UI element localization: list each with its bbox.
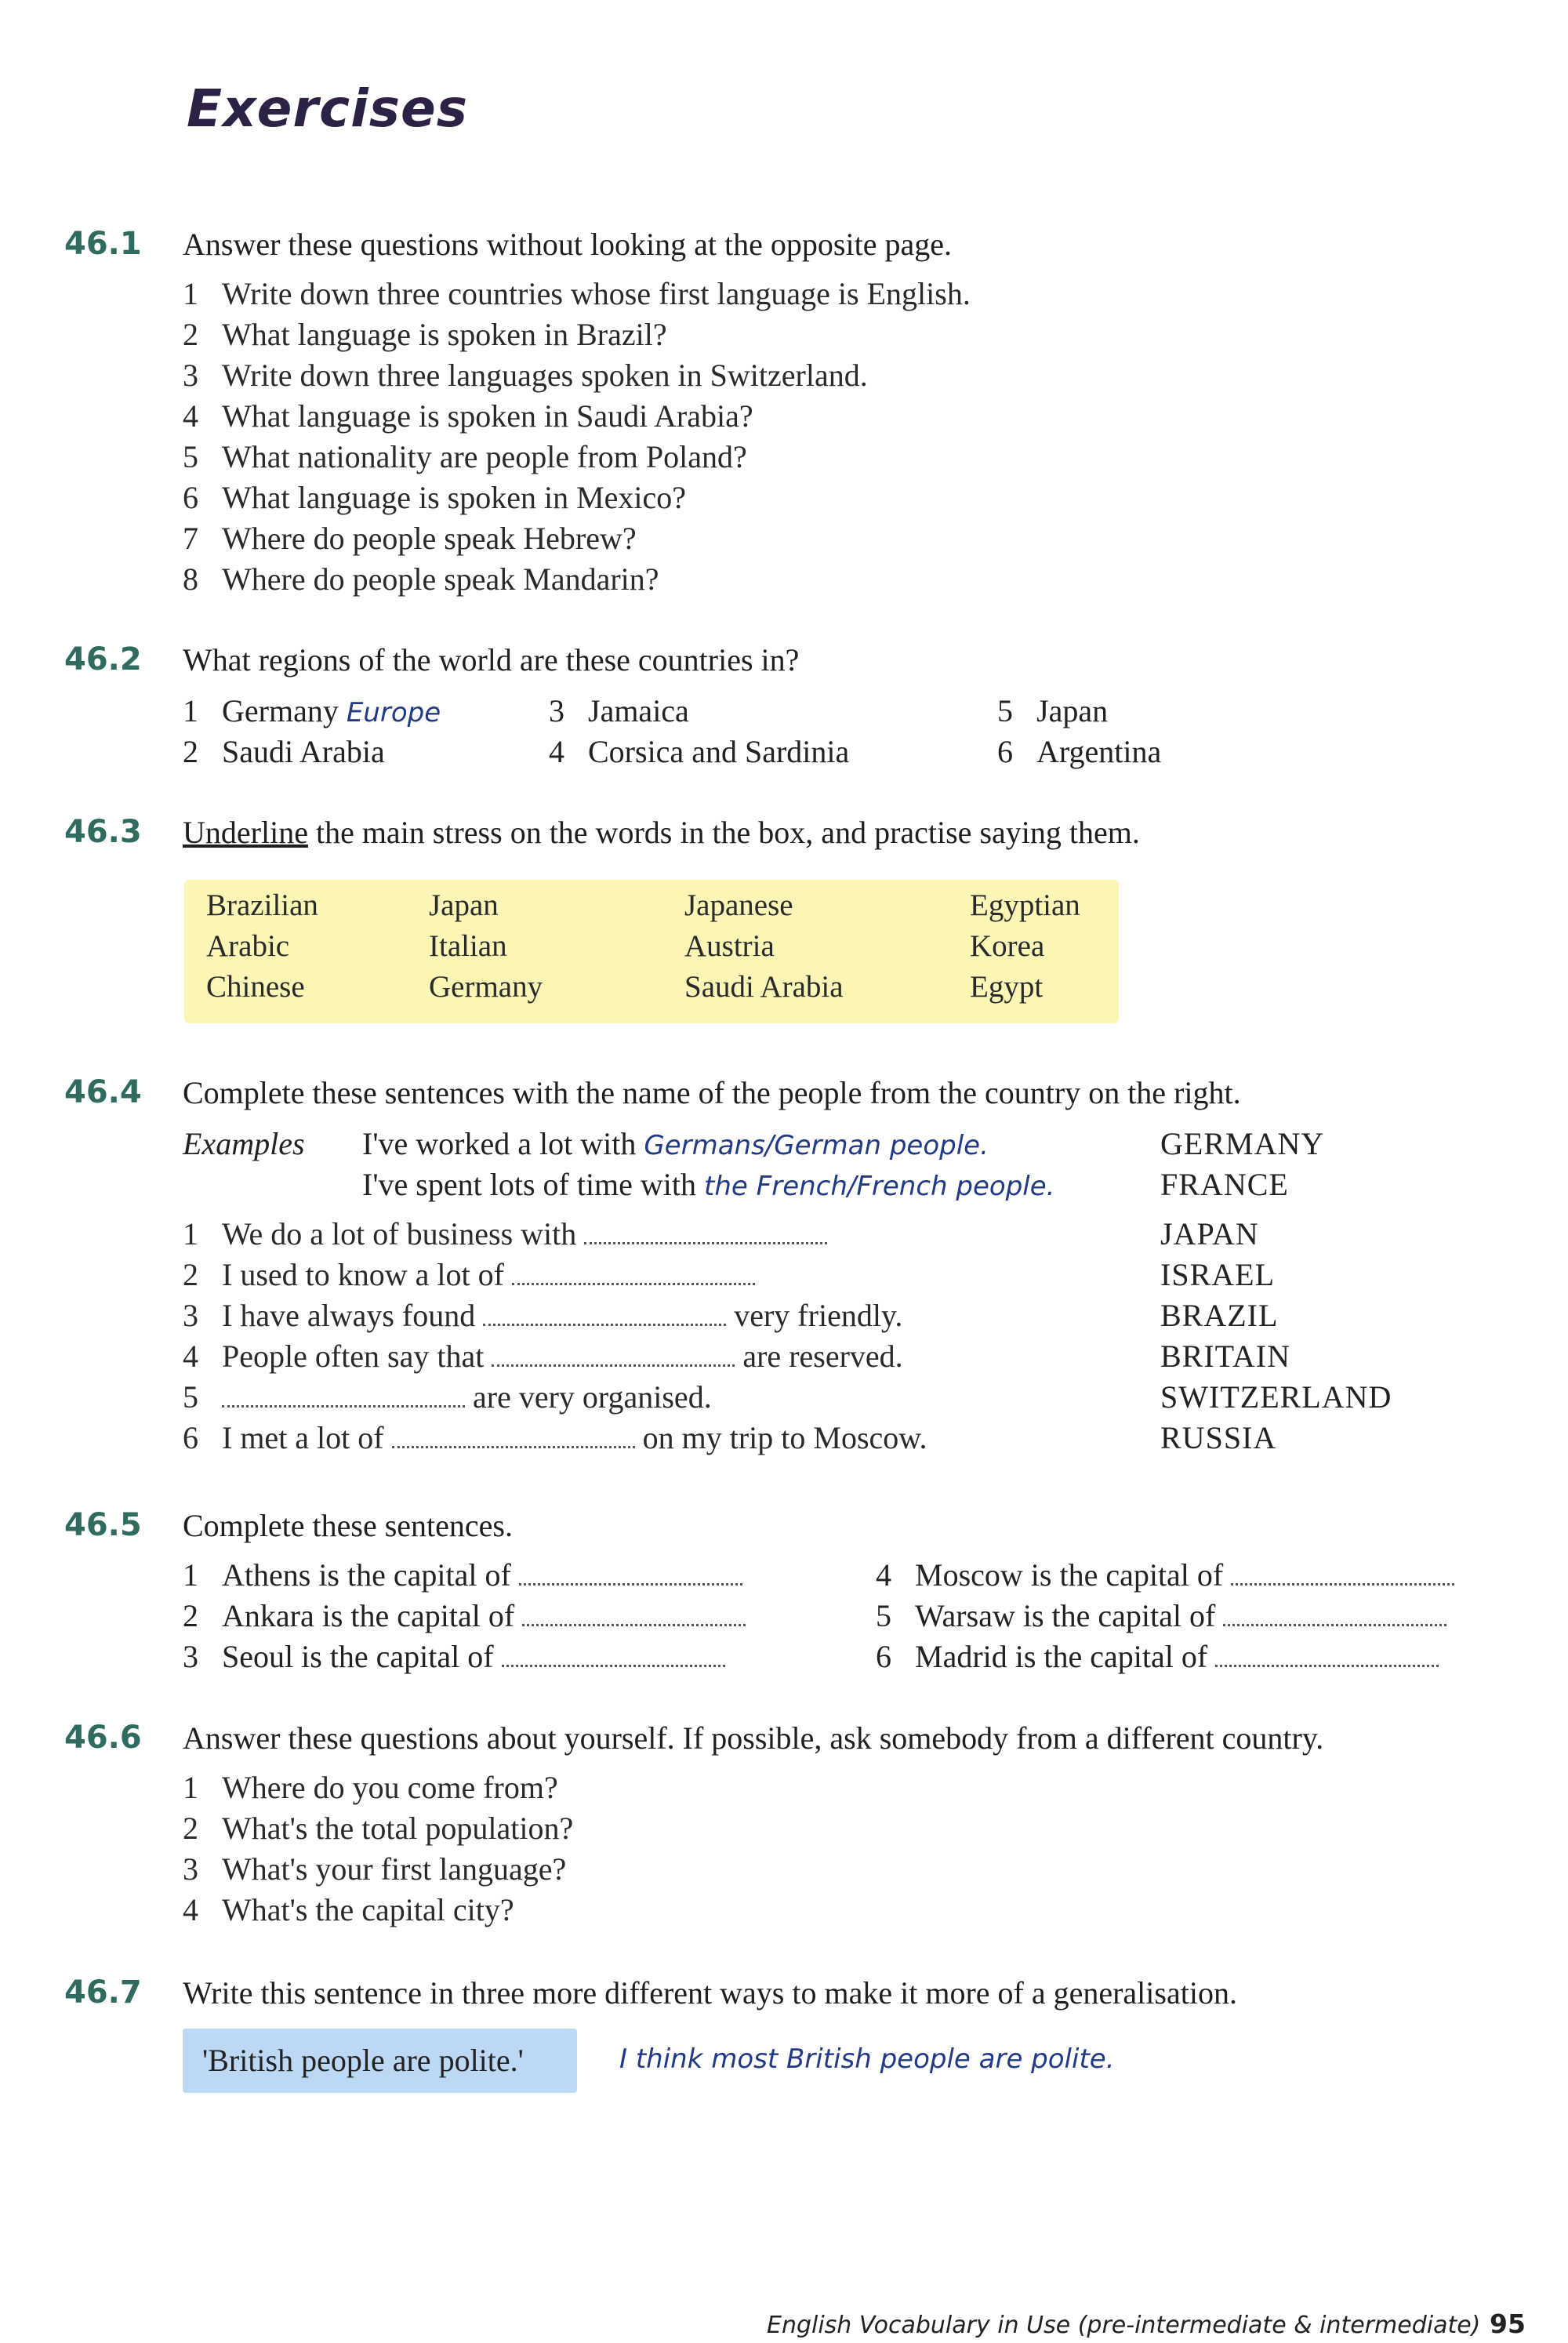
word: Austria: [684, 929, 775, 963]
country-label: BRAZIL: [1160, 1298, 1279, 1333]
exercise-instruction: What regions of the world are these countries in?: [183, 642, 800, 677]
item-number: 3: [549, 693, 564, 728]
question-list: [183, 275, 971, 601]
page-title: Exercises: [187, 78, 469, 139]
country-label: FRANCE: [1160, 1167, 1289, 1202]
sentence-text: People often say that: [222, 1339, 492, 1374]
list-item: [183, 1557, 742, 1593]
list-item: [183, 561, 971, 601]
country-label: ISRAEL: [1160, 1257, 1275, 1292]
item-text: Japan: [1036, 693, 1109, 728]
sentence-text: I used to know a lot of: [222, 1257, 512, 1292]
sentence-text: We do a lot of business with: [222, 1216, 585, 1251]
item-text: What language is spoken in Brazil?: [222, 317, 667, 352]
word: Korea: [970, 929, 1045, 963]
quote-box: 'British people are polite.': [183, 2029, 577, 2093]
item-text: What language is spoken in Saudi Arabia?: [222, 398, 753, 434]
sentence-text: are reserved.: [735, 1339, 903, 1374]
list-item: [183, 1891, 573, 1932]
handwritten-answer: the French/French people.: [704, 1171, 1055, 1202]
word: Egypt: [970, 970, 1044, 1004]
list-item: [997, 692, 1108, 729]
answer-blank[interactable]: [483, 1300, 726, 1326]
item-text: Madrid is the capital of: [915, 1639, 1208, 1674]
list-item: [549, 692, 689, 729]
sentence-text: I've worked a lot with: [362, 1126, 644, 1161]
exercise-number: 46.6: [64, 1720, 142, 1756]
sentence-text: are very organised.: [465, 1379, 712, 1415]
list-item: [183, 357, 971, 398]
answer-blank[interactable]: [584, 1219, 827, 1244]
list-item: [183, 1215, 927, 1256]
question-list: [183, 1769, 573, 1932]
exercise-instruction: Complete these sentences.: [183, 1508, 513, 1543]
item-text: Corsica and Sardinia: [588, 734, 850, 769]
sentence-text: very friendly.: [726, 1298, 903, 1333]
item-number: 6: [183, 480, 198, 515]
list-item: [183, 692, 441, 729]
word: Japan: [429, 888, 499, 922]
item-text: Where do people speak Hebrew?: [222, 521, 637, 556]
word: Germany: [429, 970, 543, 1004]
answer-blank[interactable]: [522, 1600, 746, 1626]
underline-word: Underline: [183, 815, 308, 850]
item-text: Moscow is the capital of: [915, 1557, 1224, 1593]
instruction-text: the main stress on the words in the box, and practise saying them.: [307, 815, 1140, 850]
list-item: [183, 520, 971, 561]
item-number: 5: [183, 1379, 198, 1415]
item-number: 6: [876, 1639, 891, 1674]
handwritten-answer: Europe: [346, 697, 441, 728]
sentence-text: on my trip to Moscow.: [634, 1420, 927, 1455]
exercise-number: 46.4: [64, 1074, 142, 1110]
answer-blank[interactable]: [222, 1382, 465, 1408]
list-item: [183, 1379, 927, 1419]
item-text: Athens is the capital of: [222, 1557, 511, 1593]
item-number: 5: [876, 1598, 891, 1633]
item-number: 2: [183, 1598, 198, 1633]
answer-blank[interactable]: [512, 1259, 755, 1285]
item-text: Warsaw is the capital of: [915, 1598, 1216, 1633]
exercise-number: 46.3: [64, 814, 142, 850]
item-number: 4: [549, 734, 564, 769]
item-number: 1: [183, 1557, 198, 1593]
list-item: [183, 1256, 927, 1297]
item-number: 3: [183, 358, 198, 393]
list-item: [183, 1638, 725, 1675]
item-text: What's the capital city?: [222, 1892, 514, 1927]
item-number: 4: [183, 398, 198, 434]
item-number: 1: [183, 693, 198, 728]
list-item: [183, 275, 971, 316]
list-item: [876, 1557, 1454, 1593]
list-item: [549, 733, 849, 770]
item-number: 1: [183, 1770, 198, 1805]
list-item: [183, 1769, 573, 1810]
handwritten-answer: Germans/German people.: [644, 1130, 989, 1161]
item-number: 2: [183, 1257, 198, 1292]
exercise-instruction: [183, 814, 1140, 851]
sentence-list: [183, 1215, 927, 1460]
item-number: 4: [183, 1339, 198, 1374]
item-text: Where do people speak Mandarin?: [222, 561, 659, 597]
item-text: Saudi Arabia: [222, 734, 385, 769]
item-number: 5: [997, 693, 1013, 728]
item-number: 4: [183, 1892, 198, 1927]
item-number: 1: [183, 276, 198, 311]
exercise-instruction: Write this sentence in three more different ways to make it more of a generalisation.: [183, 1975, 1237, 2011]
country-label: RUSSIA: [1160, 1420, 1277, 1455]
word: Japanese: [684, 888, 793, 922]
answer-blank[interactable]: [392, 1422, 635, 1448]
page-number: 95: [1490, 2308, 1526, 2339]
word-box: [184, 880, 1119, 1023]
book-title-footer: English Vocabulary in Use (pre-intermediate & intermediate): [767, 2312, 1481, 2339]
answer-blank[interactable]: [1223, 1600, 1446, 1626]
word: Saudi Arabia: [684, 970, 844, 1004]
item-text: What's the total population?: [222, 1811, 574, 1846]
example-sentence: [362, 1125, 989, 1162]
sentence-text: I've spent lots of time with: [362, 1167, 705, 1202]
answer-blank[interactable]: [502, 1641, 725, 1667]
exercise-number: 46.2: [64, 641, 142, 677]
country-label: JAPAN: [1160, 1216, 1259, 1251]
exercise-number: 46.7: [64, 1974, 142, 2011]
exercise-instruction: Answer these questions without looking at the opposite page.: [183, 227, 952, 262]
item-number: 2: [183, 734, 198, 769]
list-item: [876, 1597, 1446, 1634]
item-text: Ankara is the capital of: [222, 1598, 515, 1633]
word: Chinese: [206, 970, 305, 1004]
word: Brazilian: [206, 888, 318, 922]
handwritten-answer: I think most British people are polite.: [619, 2043, 1115, 2075]
item-text: Argentina: [1036, 734, 1162, 769]
item-text: What's your first language?: [222, 1851, 567, 1887]
item-text: Jamaica: [588, 693, 689, 728]
country-label: GERMANY: [1160, 1126, 1325, 1161]
list-item: [183, 1297, 927, 1338]
item-number: 8: [183, 561, 198, 597]
item-number: 1: [183, 1216, 198, 1251]
item-number: 6: [997, 734, 1013, 769]
list-item: [183, 398, 971, 438]
item-text: What language is spoken in Mexico?: [222, 480, 687, 515]
sentence-text: I have always found: [222, 1298, 484, 1333]
item-number: 3: [183, 1851, 198, 1887]
list-item: [876, 1638, 1439, 1675]
item-text: Germany: [222, 693, 339, 728]
country-column: [1160, 1125, 1392, 1460]
answer-blank[interactable]: [519, 1560, 742, 1586]
item-text: What nationality are people from Poland?: [222, 439, 747, 474]
list-item: [183, 479, 971, 520]
item-number: 3: [183, 1298, 198, 1333]
country-label: SWITZERLAND: [1160, 1379, 1392, 1415]
item-text: Seoul is the capital of: [222, 1639, 494, 1674]
item-number: 2: [183, 1811, 198, 1846]
country-label: BRITAIN: [1160, 1339, 1291, 1374]
list-item: [183, 1419, 927, 1460]
list-item: [183, 733, 385, 770]
item-text: Where do you come from?: [222, 1770, 558, 1805]
example-sentence: [362, 1166, 1054, 1203]
list-item: [183, 316, 971, 357]
sentence-text: I met a lot of: [222, 1420, 392, 1455]
word: Arabic: [206, 929, 290, 963]
examples-label: Examples: [183, 1126, 305, 1161]
list-item: [997, 733, 1161, 770]
list-item: [183, 438, 971, 479]
item-number: 3: [183, 1639, 198, 1674]
exercise-number: 46.1: [64, 226, 142, 262]
exercise-instruction: Complete these sentences with the name of the people from the country on the right.: [183, 1075, 1241, 1110]
list-item: [183, 1810, 573, 1851]
exercise-instruction: Answer these questions about yourself. If possible, ask somebody from a different country.: [183, 1720, 1324, 1756]
item-text: Write down three languages spoken in Switzerland.: [222, 358, 868, 393]
word: Italian: [429, 929, 507, 963]
item-number: 7: [183, 521, 198, 556]
item-text: Write down three countries whose first language is English.: [222, 276, 971, 311]
item-number: 2: [183, 317, 198, 352]
item-number: 5: [183, 439, 198, 474]
list-item: [183, 1338, 927, 1379]
word: Egyptian: [970, 888, 1080, 922]
list-item: [183, 1851, 573, 1891]
answer-blank[interactable]: [492, 1341, 735, 1367]
answer-blank[interactable]: [1215, 1641, 1439, 1667]
item-number: 6: [183, 1420, 198, 1455]
answer-blank[interactable]: [1231, 1560, 1454, 1586]
exercise-number: 46.5: [64, 1507, 142, 1543]
item-number: 4: [876, 1557, 891, 1593]
list-item: [183, 1597, 746, 1634]
